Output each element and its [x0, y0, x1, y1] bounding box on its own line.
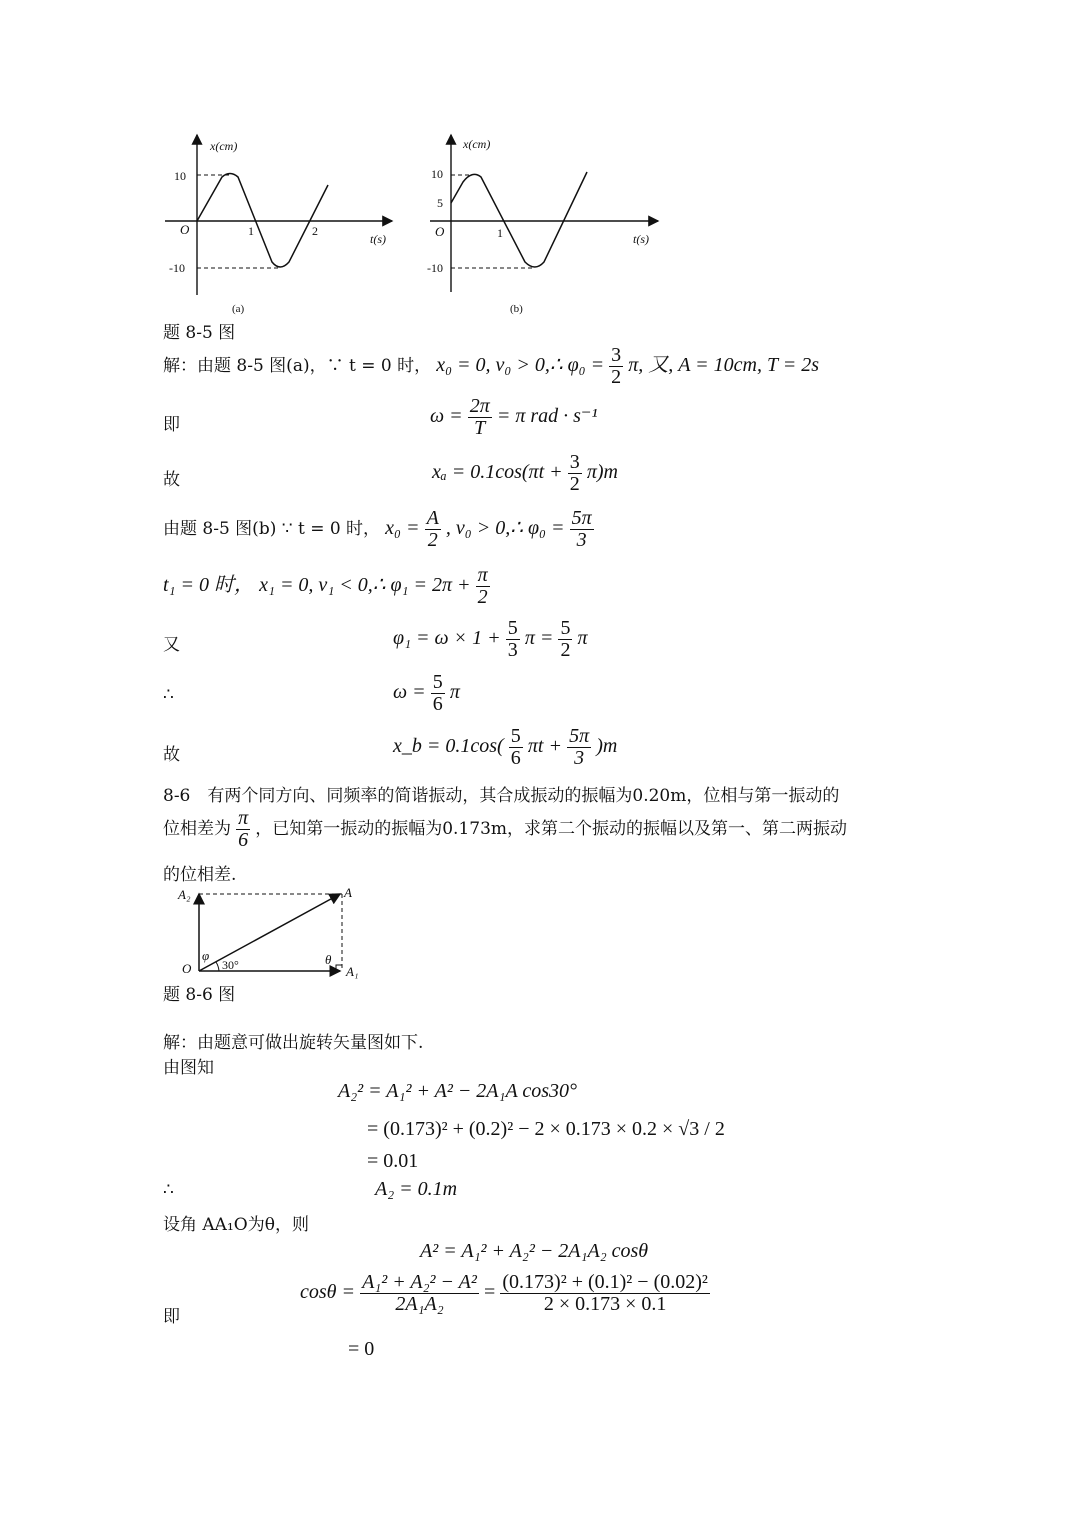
figure-8-5a — [160, 130, 400, 320]
angle-arc — [216, 962, 219, 971]
denominator: 6 — [238, 829, 249, 851]
sol-8-6-cos-equation — [300, 1272, 710, 1315]
math: cosθ = — [300, 1281, 355, 1303]
sol-8-6-eq5: A² = A₁² + A₂² − 2A₁A₂ cosθ — [420, 1240, 649, 1262]
sol-8-5-label-therefore: ∴ — [163, 685, 174, 705]
numerator: 5 — [507, 617, 518, 639]
math: π = — [524, 627, 554, 649]
denominator: 3 — [507, 639, 518, 661]
denominator: 2 — [560, 639, 571, 661]
numerator: π — [477, 564, 488, 586]
right-angle-mark — [336, 965, 342, 971]
ytick-minus10-b: -10 — [427, 261, 443, 275]
fraction — [236, 808, 250, 851]
origin-a: O — [180, 222, 190, 237]
numerator: 5 — [432, 671, 443, 693]
denominator: 2 — [611, 366, 622, 388]
xtick-2-a: 2 — [312, 224, 318, 238]
fraction — [500, 1272, 710, 1315]
label-O: O — [182, 961, 192, 976]
sol-8-6-therefore: ∴ — [163, 1180, 174, 1200]
sol-8-5-phi1 — [393, 618, 588, 661]
figure-8-5b — [425, 130, 670, 320]
vector-A — [199, 894, 340, 971]
math: π — [577, 627, 588, 649]
sol-8-5-xa — [432, 452, 618, 495]
problem-8-6-line3: 的位相差. — [163, 865, 237, 885]
figure-8-5-caption: 题 8-5 图 — [163, 323, 236, 343]
sol-8-5-line5 — [163, 565, 490, 608]
sol-8-6-eq2: = (0.173)² + (0.2)² − 2 × 0.173 × 0.2 × √3 / 2 — [367, 1118, 725, 1140]
sol-8-5-label-gu1: 故 — [163, 470, 180, 490]
math: φ₁ = ω × 1 + — [393, 627, 501, 649]
fraction — [476, 565, 490, 608]
fraction — [468, 396, 492, 439]
label-phi: φ — [202, 948, 210, 963]
sol-8-6-eq1: A₂² = A₁² + A² − 2A₁A cos30° — [338, 1080, 577, 1102]
label-A2: A₂ — [178, 887, 191, 902]
math: ω = — [430, 405, 463, 427]
denominator: 2 — [569, 473, 580, 495]
figure-8-6-caption: 题 8-6 图 — [163, 985, 236, 1005]
math: )m — [596, 735, 618, 757]
math: π — [449, 681, 460, 703]
sol-8-5-xb — [393, 726, 617, 769]
sol-8-5-line1-math: x₀ = 0, v₀ > 0,∴ φ₀ = — [436, 354, 605, 376]
numerator: (0.173)² + (0.1)² − (0.02)² — [502, 1271, 708, 1293]
text: t₁ = 0 时， — [163, 574, 255, 596]
ytick-minus10-a: -10 — [169, 261, 185, 275]
origin-b: O — [435, 224, 445, 239]
figure-8-6 — [170, 880, 370, 980]
fraction — [360, 1272, 479, 1315]
ylabel-a: x(cm) — [210, 139, 238, 153]
denominator: T — [474, 417, 486, 439]
fraction — [431, 672, 445, 715]
denominator: 6 — [510, 747, 521, 769]
sol-8-6-eq6: = 0 — [348, 1338, 375, 1360]
sol-8-5-label-gu2: 故 — [163, 745, 180, 765]
denominator: 2 — [427, 529, 438, 551]
denominator: 2 × 0.173 × 0.1 — [543, 1293, 667, 1315]
ytick-10-a: 10 — [174, 169, 186, 183]
sol-8-5-omega — [430, 396, 597, 439]
sublabel-a: (a) — [232, 303, 245, 315]
label-30deg: 30° — [222, 958, 239, 972]
math: = π rad · s⁻¹ — [496, 405, 598, 427]
math: x₁ = 0, v₁ < 0,∴ φ₁ = 2π + — [259, 574, 471, 596]
numerator: π — [238, 807, 249, 829]
fraction — [558, 618, 572, 661]
sol-8-6-intro: 解：由题意可做出旋转矢量图如下. — [163, 1033, 424, 1053]
sol-8-6-from-fig: 由图知 — [163, 1058, 214, 1078]
fraction — [568, 452, 582, 495]
math: πt + — [527, 735, 562, 757]
numerator: 3 — [569, 451, 580, 473]
sol-8-5-line1-tail: π, 又, A = 10cm, T = 2s — [628, 354, 819, 376]
fraction — [509, 726, 523, 769]
text: 由题 8-5 图(b) ∵ t = 0 时， — [163, 519, 381, 539]
sublabel-b: (b) — [510, 303, 523, 315]
xlabel-b: t(s) — [633, 232, 649, 246]
fraction — [425, 508, 441, 551]
numerator: 5 — [510, 725, 521, 747]
sine-curve-b — [451, 172, 587, 267]
numerator: A₁² + A₂² − A² — [362, 1271, 477, 1293]
math: x₀ = — [385, 517, 420, 539]
denominator: 6 — [432, 693, 443, 715]
problem-8-6-line1: 8-6 有两个同方向、同频率的简谐振动，其合成振动的振幅为0.20m，位相与第一振动的 — [163, 786, 840, 806]
sol-8-5-omega2 — [393, 672, 460, 715]
numerator: 5π — [571, 507, 592, 529]
fraction — [609, 345, 623, 388]
xtick-1-a: 1 — [248, 224, 254, 238]
denominator: 3 — [576, 529, 587, 551]
sol-8-5-line1-text: 解：由题 8-5 图(a)，∵ t = 0 时， — [163, 356, 432, 376]
denominator: 2 — [477, 586, 488, 608]
math: = — [484, 1281, 496, 1303]
xtick-1-b: 1 — [497, 226, 503, 240]
text: ，已知第一振动的振幅为0.173m，求第二个振动的振幅以及第一、第二两振动 — [255, 819, 848, 839]
sol-8-5-label-you: 又 — [163, 635, 180, 655]
sol-8-6-set-angle: 设角 AA₁O为θ，则 — [163, 1215, 309, 1235]
denominator: 2A₁A₂ — [395, 1293, 444, 1315]
sol-8-6-eq4: A₂ = 0.1m — [375, 1178, 458, 1200]
label-theta: θ — [325, 952, 332, 967]
math: x_b = 0.1cos( — [393, 735, 504, 757]
ylabel-b: x(cm) — [463, 137, 491, 151]
label-A: A — [344, 885, 352, 900]
math: ω = — [393, 681, 426, 703]
numerator: 5π — [569, 725, 590, 747]
numerator: 5 — [560, 617, 571, 639]
math: , v₀ > 0,∴ φ₀ = — [445, 517, 565, 539]
fraction — [567, 726, 591, 769]
denominator: 3 — [574, 747, 585, 769]
fraction — [506, 618, 520, 661]
numerator: 3 — [611, 344, 622, 366]
label-A1: A₁ — [346, 964, 359, 979]
sol-8-5-label-ji: 即 — [163, 415, 180, 435]
math: π)m — [586, 461, 618, 483]
ytick-5-b: 5 — [437, 196, 443, 210]
text: 位相差为 — [163, 819, 231, 839]
xlabel-a: t(s) — [370, 232, 386, 246]
numerator: A — [426, 507, 439, 529]
sol-8-5-line4 — [163, 508, 594, 551]
numerator: 2π — [469, 395, 490, 417]
math: xₐ = 0.1cos(πt + — [432, 461, 563, 483]
sol-8-6-eq3: = 0.01 — [367, 1150, 419, 1172]
fraction — [570, 508, 594, 551]
sol-8-6-ji: 即 — [163, 1307, 180, 1327]
sine-curve-a — [197, 174, 328, 268]
sol-8-5-line1 — [163, 345, 819, 388]
ytick-10-b: 10 — [431, 167, 443, 181]
problem-8-6-line2 — [163, 808, 847, 851]
